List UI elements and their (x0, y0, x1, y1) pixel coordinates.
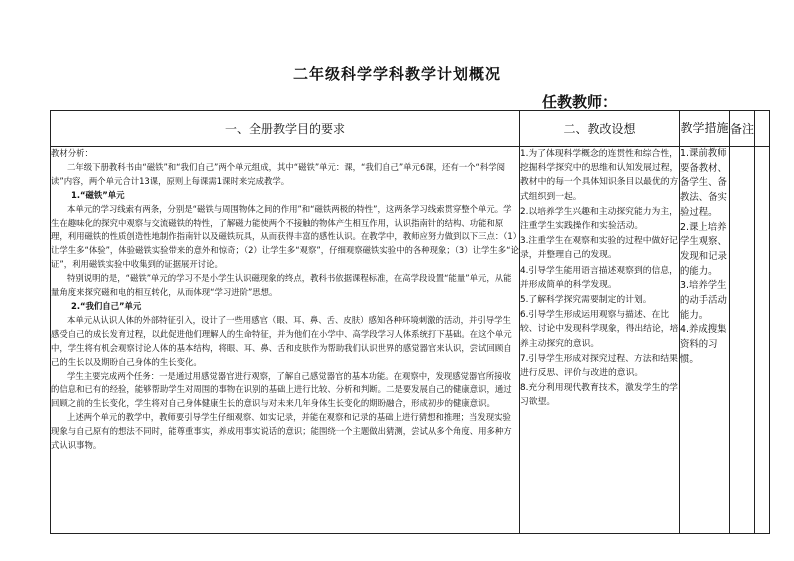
reform-item: 8.充分利用现代教育技术，激发学生的学习欲望。 (520, 383, 678, 408)
measures-cell (680, 147, 730, 534)
goals-paragraph: 二年级下册教科书由“磁铁”和“我们自己”两个单元组成，其中“磁铁”单元：课，“我们自己”单元6课，还有一个“科学阅读”内容，两个单元合计13课，原则上每课需1课时来完成教学。 (51, 161, 505, 186)
table-body-row (51, 147, 770, 534)
measure-item: 1.课前教师要备教材、备学生、备教法、备实验过程。 (680, 148, 727, 218)
measure-item: 4.养成搜集资料的习惯。 (680, 324, 727, 365)
goals-paragraph: 上述两个单元的教学中，教师要引导学生仔细观察、如实记录，并能在观察和记录的基础上进行猜想和推理；当发现实验现象与自己原有的想法不同时，能尊重事实，养成用事实说话的意识；能围绕一个主题做出猜测，尝试从多个角度、用多种方式认识事物。 (51, 412, 512, 451)
reform-item: 5.了解科学探究需要制定的计划。 (520, 295, 652, 306)
goals-paragraph: 本单元的学习线索有两条，分别是“磁铁与周围物体之间的作用”和“磁铁两极的特性”，这两条学习线索贯穿整个单元。学生在趣味化的探究中观察与交流磁铁的特性，了解磁力能使两个不接触的物体产生相互作用，认识指南针的结构、功能和原理，利用磁铁的性质创造性地制作指南针以及磁铁玩具，从而获得丰富的感性认识。在教学中，教师应努力做到以下三点：（1）让学生多“体验”，体验磁铁实验带来的意外和惊奇；（2）让学生多“观察”，仔细观察磁铁实验中的各种现象；（3）让学生多“论证”，利用磁铁实验中收集到的证据展开讨论。 (51, 203, 519, 270)
reform-item: 2.以培养学生兴趣和主动探究能力为主，注重学生实践操作和实验活动。 (520, 206, 678, 232)
header-measures: 教学措施 (680, 111, 730, 147)
reform-item: 3.注重学生在观察和实验的过程中做好记录，并整理自己的发现。 (520, 236, 678, 261)
measure-item: 2.课上培养学生观察、发现和记录的能力。 (680, 221, 727, 277)
reform-item: 7.引导学生形成对探究过程、方法和结果进行反思、评价与改进的意识。 (520, 353, 678, 379)
reform-item: 6.引导学生形成运用观察与描述、在比较、讨论中发现科学现象，得出结论，培养主动探究的意识。 (520, 310, 679, 349)
goals-cell (51, 147, 520, 534)
header-reform-ideas: 二、教改设想 (520, 111, 680, 147)
unit-heading-ourselves: 2.“我们自己”单元 (71, 300, 142, 311)
goals-paragraph: 特别说明的是，“磁铁”单元的学习不是小学生认识磁现象的终点，教科书依据课程标准，在高学段设置“能量”单元，从能量角度来探究磁和电的相互转化，从而体现“学习进阶”思想。 (51, 273, 512, 298)
teacher-label: 任教教师： (542, 93, 618, 111)
header-remarks: 备注 (730, 111, 755, 147)
material-analysis-heading: 教材分析： (51, 148, 93, 158)
header-goals: 一、全册教学目的要求 (51, 111, 520, 147)
reform-item: 1.为了体现科学概念的连贯性和综合性，挖掘科学探究中的思维和认知发展过程，教材中的每一个具体知识条目以最优的方式组织到一起。 (520, 149, 679, 202)
measure-item: 3.培养学生的动手活动能力。 (680, 280, 727, 321)
remarks-cell (730, 147, 755, 534)
reform-item: 4.引导学生能用语言描述观察到的信息，并形成简单的科学发现。 (520, 265, 678, 290)
extra-cell (755, 147, 770, 534)
goals-paragraph: 本单元从认识人体的外部特征引入，设计了一些用感官（眼、耳、鼻、舌、皮肤）感知各种环境刺激的活动，并引导学生感受自己的成长发育过程，以此促进他们理解人的生命特征，并为他们在小学中、高学段学习人体系统打下基础。在这个单元中，学生将有机会观察讨论人体的基本结构，将眼、耳、鼻、舌和皮肤作为帮助我们认识世界的感觉器官来认识，尝试回顾自己的生长以及期盼自己身体的生长变化。 (51, 314, 512, 367)
goals-paragraph: 学生主要完成两个任务：一是通过用感觉器官进行观察，了解自己感觉器官的基本功能。在观察中，发现感觉器官所接收的信息和已有的经验，能够帮助学生对周围的事物在识别的基础上进行比较、分析和判断。二是要发展自己的健康意识，通过回顾之前的生长变化，学生将对自己身体健康生长的意识与对未来几年身体生长变化的期盼融合，形成初步的健康意识。 (51, 370, 512, 409)
teaching-plan-table (50, 110, 770, 534)
reform-ideas-cell (520, 147, 680, 534)
page-title: 二年级科学学科教学计划概况 (292, 65, 501, 83)
table-header-row (51, 111, 770, 147)
header-empty (755, 111, 770, 147)
unit-heading-magnet: 1.“磁铁”单元 (71, 189, 125, 200)
